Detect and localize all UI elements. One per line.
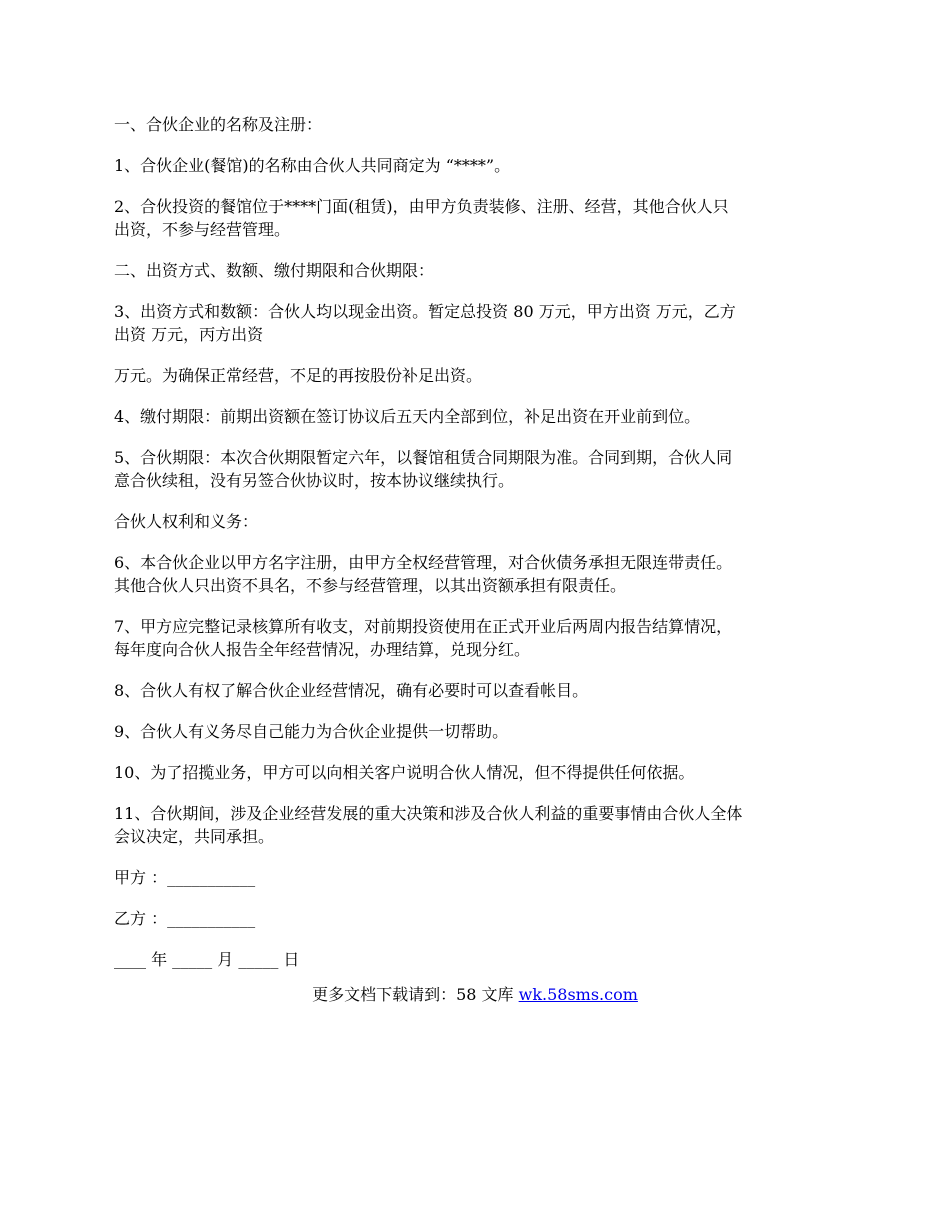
clause-7 (114, 615, 844, 661)
clause-2-line-1: 2、合伙投资的餐馆位于****门面(租赁)，由甲方负责装修、注册、经营，其他合伙人只 (114, 197, 729, 216)
signature-party-a: 甲方 ：___________ (114, 868, 256, 887)
clause-6-line-2: 其他合伙人只出资不具名，不参与经营管理，以其出资额承担有限责任。 (114, 576, 627, 595)
clause-2 (114, 195, 844, 241)
section-heading-investment: 二、出资方式、数额、缴付期限和合伙期限： (114, 261, 435, 280)
clause-3 (114, 300, 844, 346)
clause-6-line-1: 6、本合伙企业以甲方名字注册，由甲方全权经营管理，对合伙债务承担无限连带责任。 (114, 553, 733, 572)
clause-4: 4、缴付期限：前期出资额在签订协议后五天内全部到位，补足出资在开业前到位。 (114, 407, 701, 426)
clause-3-continuation: 万元。为确保正常经营，不足的再按股份补足出资。 (114, 366, 483, 385)
clause-5 (114, 446, 844, 492)
clause-11 (114, 802, 844, 848)
clause-5-line-1: 5、合伙期限：本次合伙期限暂定六年，以餐馆租赁合同期限为准。合同到期，合伙人同 (114, 448, 733, 467)
clause-5-line-2: 意合伙续租，没有另签合伙协议时，按本协议继续执行。 (114, 471, 515, 490)
footer (0, 983, 950, 1006)
clause-8: 8、合伙人有权了解合伙企业经营情况，确有必要时可以查看帐目。 (114, 681, 589, 700)
signature-date: ____ 年 _____ 月 _____ 日 (114, 950, 300, 969)
clause-10: 10、为了招揽业务，甲方可以向相关客户说明合伙人情况，但不得提供任何依据。 (114, 763, 695, 782)
clause-9: 9、合伙人有义务尽自己能力为合伙企业提供一切帮助。 (114, 722, 509, 741)
clause-7-line-2: 每年度向合伙人报告全年经营情况，办理结算，兑现分红。 (114, 640, 531, 659)
document-body (114, 113, 844, 989)
footer-text: 更多文档下载请到：58 文库 (312, 985, 519, 1004)
clause-2-line-2: 出资，不参与经营管理。 (114, 220, 291, 239)
clause-3-line-1: 3、出资方式和数额：合伙人均以现金出资。暂定总投资 80 万元，甲方出资 万元，乙方 (114, 302, 736, 321)
clause-6 (114, 551, 844, 597)
clause-11-line-2: 会议决定，共同承担。 (114, 827, 275, 846)
section-heading-name-registration: 一、合伙企业的名称及注册： (114, 115, 323, 134)
signature-party-b: 乙方 ：___________ (114, 909, 256, 928)
clause-1: 1、合伙企业(餐馆)的名称由合伙人共同商定为 “****”。 (114, 156, 511, 175)
clause-11-line-1: 11、合伙期间，涉及企业经营发展的重大决策和涉及合伙人利益的重要事情由合伙人全体 (114, 804, 743, 823)
section-heading-rights-duties: 合伙人权利和义务： (114, 512, 259, 531)
footer-link[interactable]: wk.58sms.com (518, 985, 638, 1004)
clause-7-line-1: 7、甲方应完整记录核算所有收支，对前期投资使用在正式开业后两周内报告结算情况， (114, 617, 733, 636)
clause-3-line-2: 出资 万元，丙方出资 (114, 325, 264, 344)
